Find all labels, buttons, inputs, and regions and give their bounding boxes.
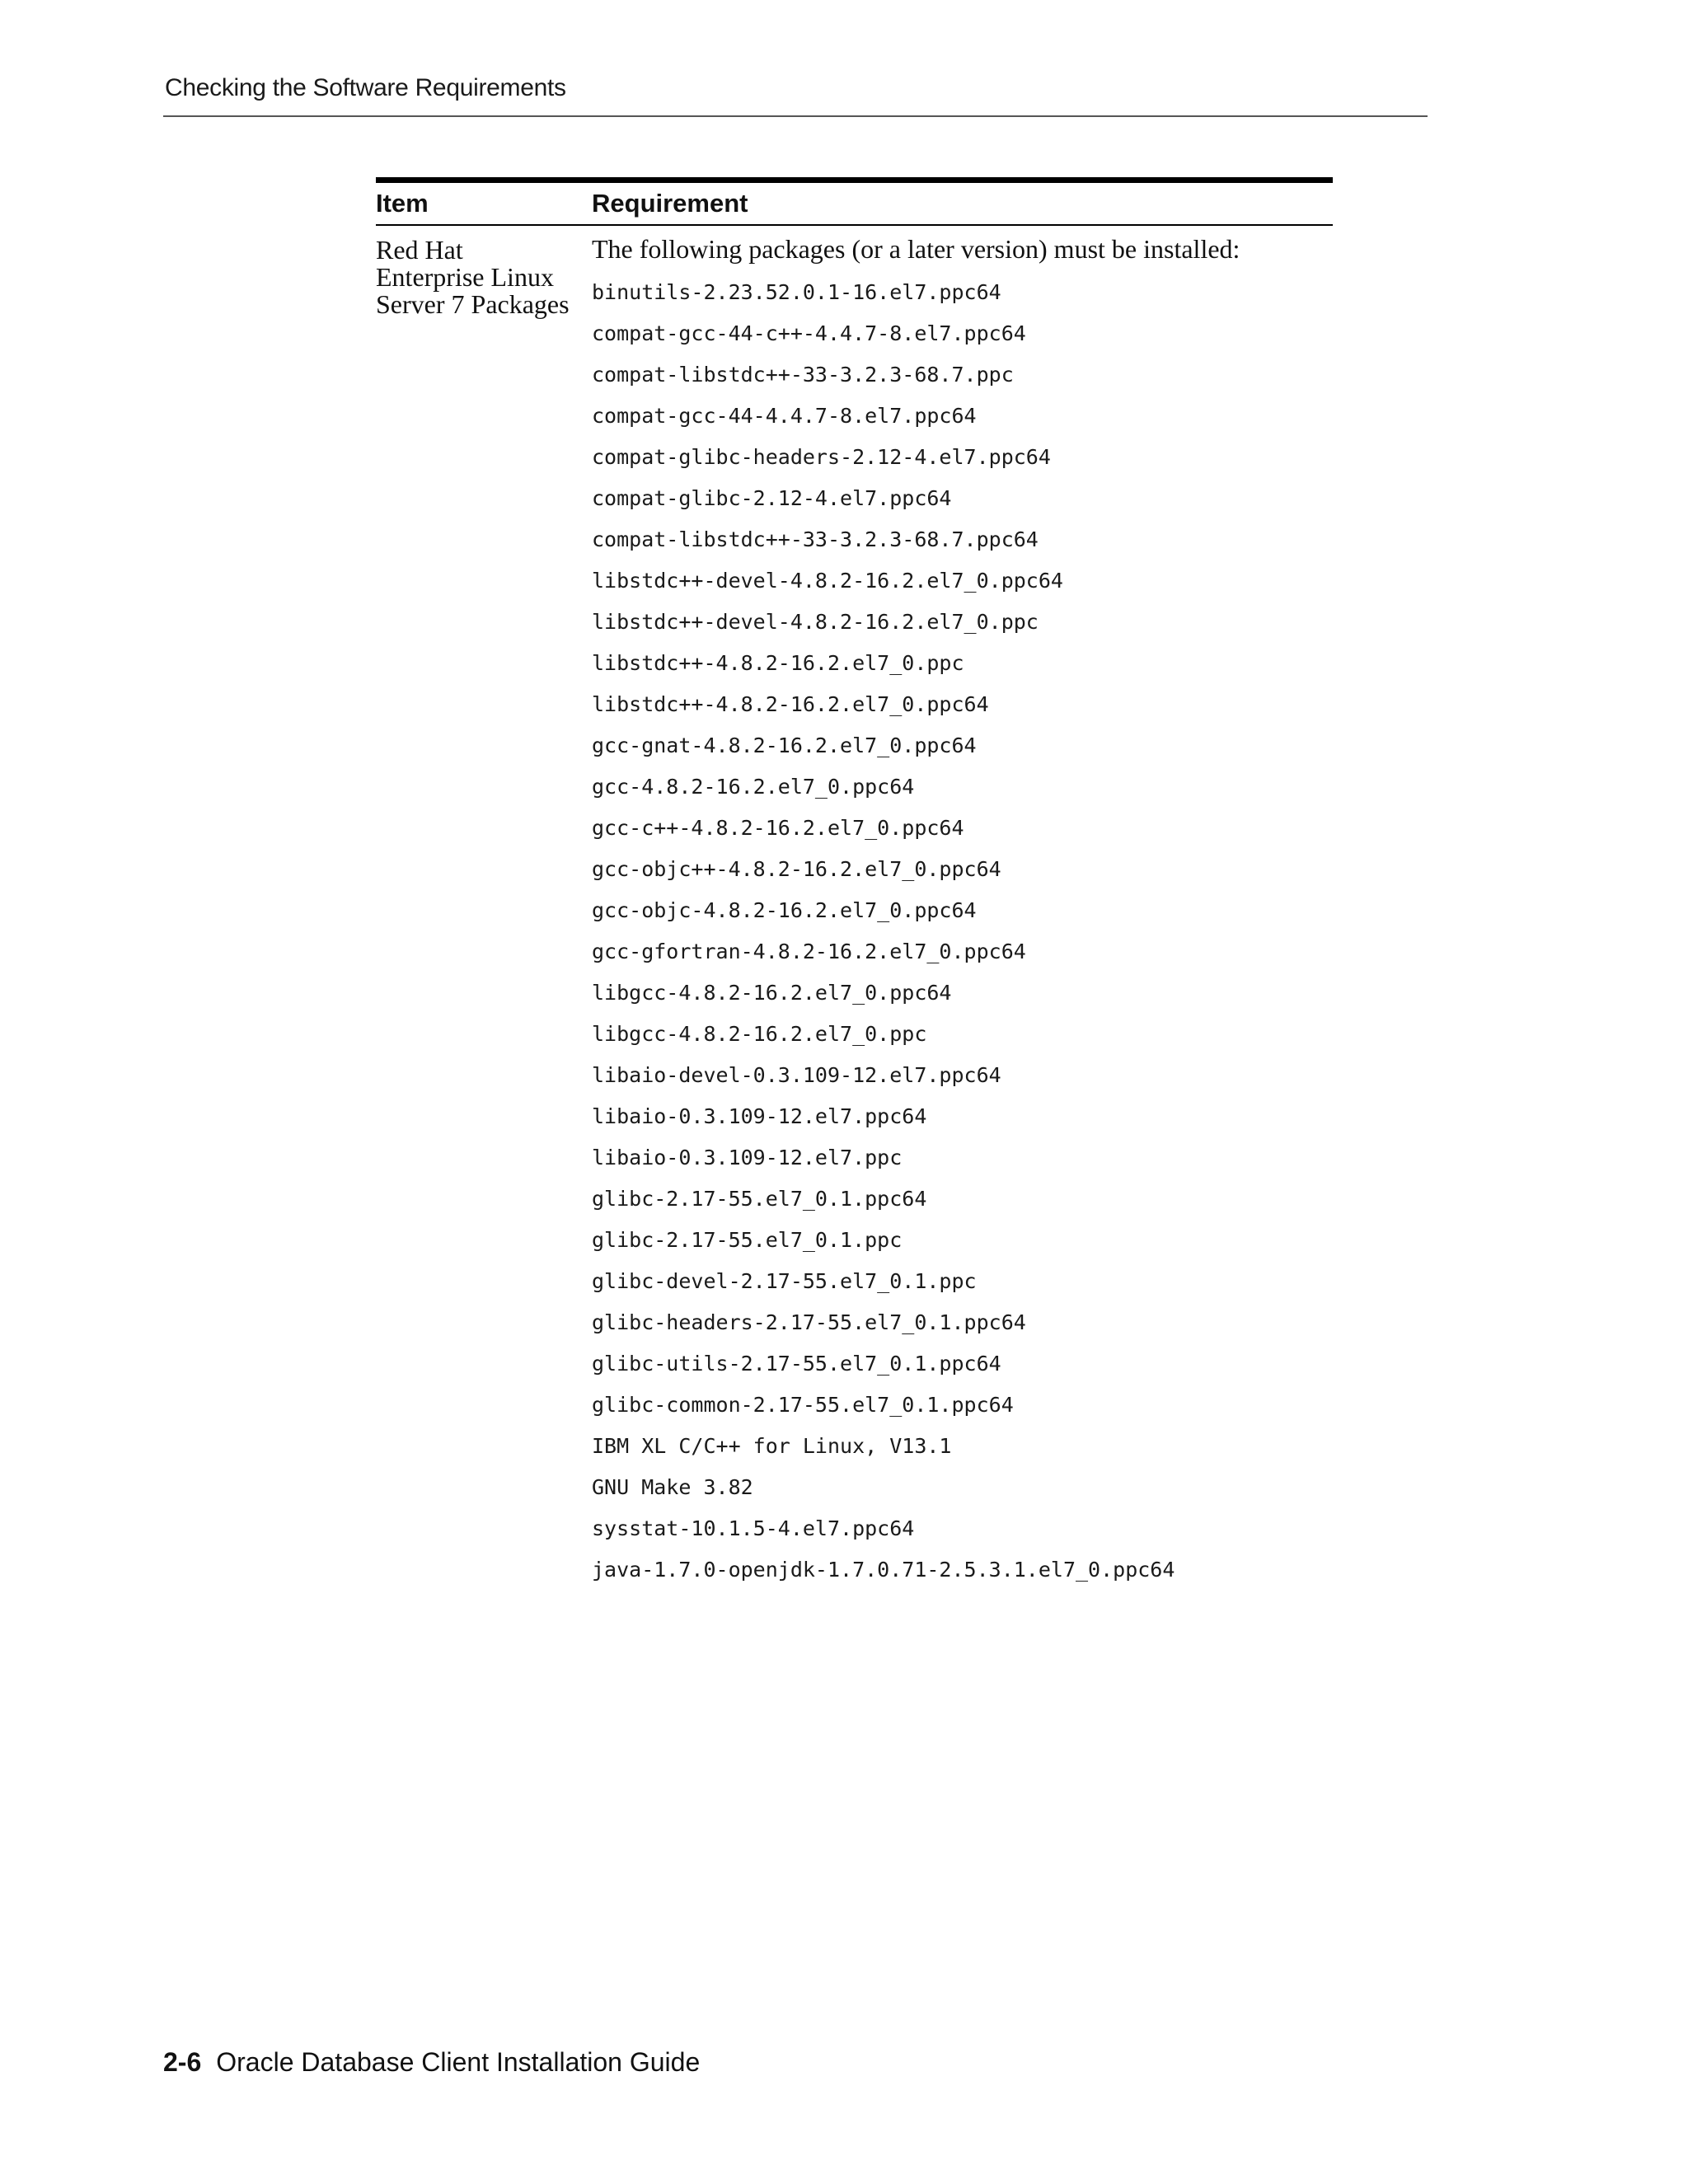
item-cell bbox=[376, 234, 592, 1591]
requirement-cell bbox=[592, 234, 1333, 1591]
package-list bbox=[592, 272, 1333, 1591]
column-header-requirement: Requirement bbox=[592, 189, 748, 218]
table-header-row bbox=[376, 183, 1333, 226]
package-item: gcc-4.8.2-16.2.el7_0.ppc64 bbox=[592, 775, 915, 799]
package-item: gcc-objc++-4.8.2-16.2.el7_0.ppc64 bbox=[592, 857, 1001, 881]
page-number: 2-6 bbox=[163, 2047, 202, 2077]
package-item: glibc-utils-2.17-55.el7_0.1.ppc64 bbox=[592, 1352, 1001, 1376]
package-item: compat-libstdc++-33-3.2.3-68.7.ppc bbox=[592, 363, 1014, 387]
package-item: libgcc-4.8.2-16.2.el7_0.ppc bbox=[592, 1022, 927, 1046]
package-item: glibc-2.17-55.el7_0.1.ppc64 bbox=[592, 1187, 927, 1211]
package-item: libgcc-4.8.2-16.2.el7_0.ppc64 bbox=[592, 981, 952, 1005]
package-item: gcc-gfortran-4.8.2-16.2.el7_0.ppc64 bbox=[592, 940, 1026, 963]
package-item: libstdc++-devel-4.8.2-16.2.el7_0.ppc bbox=[592, 610, 1039, 634]
item-line: Server 7 Packages bbox=[376, 289, 570, 319]
package-item: glibc-common-2.17-55.el7_0.1.ppc64 bbox=[592, 1393, 1014, 1417]
package-item: java-1.7.0-openjdk-1.7.0.71-2.5.3.1.el7_0.ppc64 bbox=[592, 1558, 1175, 1582]
package-item: compat-glibc-headers-2.12-4.el7.ppc64 bbox=[592, 445, 1051, 469]
package-item: gcc-gnat-4.8.2-16.2.el7_0.ppc64 bbox=[592, 733, 977, 757]
package-item: binutils-2.23.52.0.1-16.el7.ppc64 bbox=[592, 280, 1001, 304]
requirements-table bbox=[376, 177, 1333, 1591]
package-item: libaio-0.3.109-12.el7.ppc bbox=[592, 1146, 903, 1169]
package-item: compat-glibc-2.12-4.el7.ppc64 bbox=[592, 486, 952, 510]
package-item: libstdc++-4.8.2-16.2.el7_0.ppc64 bbox=[592, 692, 989, 716]
package-item: IBM XL C/C++ for Linux, V13.1 bbox=[592, 1434, 952, 1458]
package-item: compat-gcc-44-c++-4.4.7-8.el7.ppc64 bbox=[592, 321, 1026, 345]
package-item: glibc-2.17-55.el7_0.1.ppc bbox=[592, 1228, 903, 1252]
package-item: GNU Make 3.82 bbox=[592, 1475, 753, 1499]
book-title: Oracle Database Client Installation Guide bbox=[216, 2047, 701, 2077]
package-item: glibc-headers-2.17-55.el7_0.1.ppc64 bbox=[592, 1310, 1026, 1334]
item-line: Enterprise Linux bbox=[376, 262, 554, 292]
requirement-intro: The following packages (or a later version) must be installed: bbox=[592, 234, 1240, 264]
package-item: gcc-objc-4.8.2-16.2.el7_0.ppc64 bbox=[592, 898, 977, 922]
running-header: Checking the Software Requirements bbox=[165, 74, 566, 101]
table-top-rule bbox=[376, 177, 1333, 183]
package-item: compat-gcc-44-4.4.7-8.el7.ppc64 bbox=[592, 404, 977, 428]
package-item: glibc-devel-2.17-55.el7_0.1.ppc bbox=[592, 1269, 977, 1293]
page-footer bbox=[163, 2047, 700, 2078]
package-item: libaio-0.3.109-12.el7.ppc64 bbox=[592, 1104, 927, 1128]
column-header-item: Item bbox=[376, 189, 429, 218]
table-row bbox=[376, 226, 1333, 1591]
package-item: sysstat-10.1.5-4.el7.ppc64 bbox=[592, 1516, 915, 1540]
package-item: libstdc++-4.8.2-16.2.el7_0.ppc bbox=[592, 651, 964, 675]
header-divider bbox=[163, 115, 1428, 117]
package-item: gcc-c++-4.8.2-16.2.el7_0.ppc64 bbox=[592, 816, 964, 840]
package-item: compat-libstdc++-33-3.2.3-68.7.ppc64 bbox=[592, 527, 1039, 551]
package-item: libaio-devel-0.3.109-12.el7.ppc64 bbox=[592, 1063, 1001, 1087]
package-item: libstdc++-devel-4.8.2-16.2.el7_0.ppc64 bbox=[592, 569, 1063, 593]
item-line: Red Hat bbox=[376, 235, 463, 265]
